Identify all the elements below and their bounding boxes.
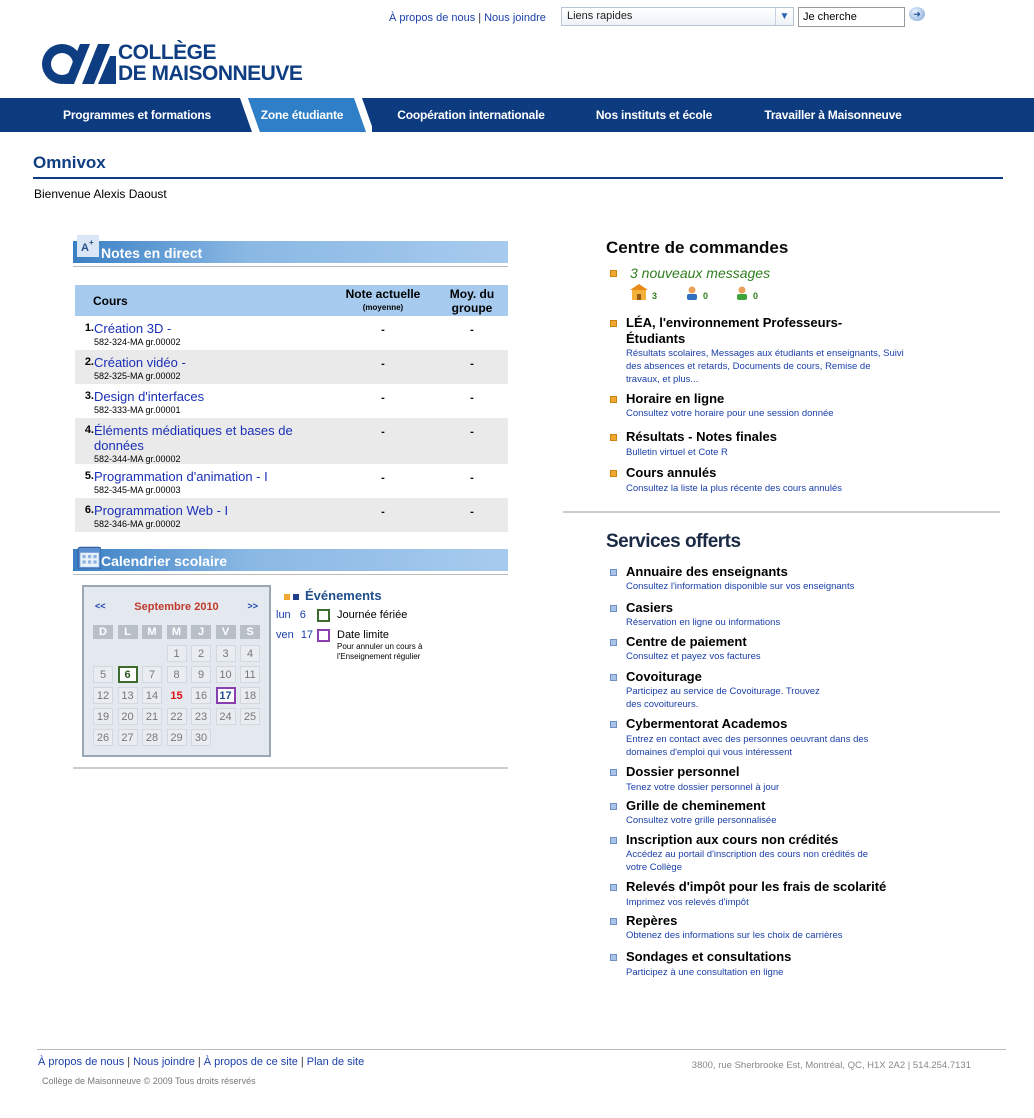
notes-icon [77, 235, 99, 257]
course-code: 582-345-MA gr.00003 [94, 485, 181, 495]
calendar-day[interactable]: 26 [93, 729, 113, 746]
service-reperes-link[interactable]: Repères [626, 913, 678, 928]
welcome-text: Bienvenue Alexis Daoust [34, 187, 167, 201]
course-cell [94, 464, 330, 498]
footer-contact-link[interactable]: Nous joindre [133, 1056, 195, 1068]
calendar-day[interactable]: 13 [118, 687, 138, 704]
footer-copyright: Collège de Maisonneuve © 2009 Tous droits réservés [42, 1076, 256, 1086]
events-orange-square-icon [284, 594, 290, 600]
about-link[interactable]: À propos de nous [389, 12, 476, 24]
calendar-day[interactable]: 18 [240, 687, 260, 704]
calendar-section-rule [73, 574, 508, 575]
bullet-icon [610, 569, 617, 576]
note-value: - [330, 498, 436, 532]
calendar-section-title: Calendrier scolaire [101, 553, 228, 569]
row-number: 4. [75, 418, 94, 464]
service-releves-desc: Imprimez vos relevés d'impôt [626, 897, 749, 908]
calendar-day[interactable]: 8 [167, 666, 187, 683]
moy-value: - [436, 498, 508, 532]
nav-cooperation[interactable]: Coopération internationale [397, 108, 545, 122]
col-note-sublabel: (moyenne) [362, 302, 404, 312]
quick-links-value: Liens rapides [567, 10, 633, 22]
calendar-day[interactable]: 22 [167, 708, 187, 725]
event-label: Date limite [337, 629, 389, 641]
footer-links [38, 1056, 364, 1068]
service-covoiturage-link[interactable]: Covoiturage [626, 669, 702, 684]
table-row [75, 316, 508, 350]
note-value: - [381, 472, 385, 484]
table-row [75, 350, 508, 384]
bullet-icon [610, 721, 617, 728]
bullet-icon [610, 884, 617, 891]
calendar-day[interactable]: 16 [191, 687, 211, 704]
service-academos-link[interactable]: Cybermentorat Academos [626, 716, 788, 731]
holiday-legend-box [317, 609, 330, 622]
course-code: 582-324-MA gr.00002 [94, 337, 181, 347]
teacher-count: 0 [703, 291, 709, 301]
service-inscription-link[interactable]: Inscription aux cours non crédités [626, 832, 839, 847]
course-link[interactable]: Création 3D - [94, 321, 172, 336]
col-moy-header: Moy. du groupe [436, 285, 508, 316]
college-logo[interactable] [40, 42, 310, 86]
service-dossier-link[interactable]: Dossier personnel [626, 764, 740, 779]
cours-annules-link[interactable]: Cours annulés [626, 465, 717, 480]
service-paiement-desc: Consultez et payez vos factures [626, 651, 761, 662]
bullet-icon [610, 605, 617, 612]
calendar-day[interactable]: 15 [170, 690, 183, 702]
bullet-icon [610, 769, 617, 776]
service-dossier-desc: Tenez votre dossier personnel à jour [626, 782, 780, 793]
event-date: 6 [299, 609, 306, 621]
quick-links-select[interactable] [561, 7, 794, 26]
left-bottom-rule [73, 767, 508, 769]
notes-section-title: Notes en direct [101, 245, 203, 261]
service-academos-desc: Entrez en contact avec des personnes oeuvrant dans des domaines d'emploi qui vous intéressent [626, 734, 869, 758]
service-casiers-desc: Réservation en ligne ou informations [626, 617, 781, 628]
footer-sitemap-link[interactable]: Plan de site [306, 1056, 365, 1068]
calendar-day[interactable]: 30 [191, 729, 211, 746]
footer-divider [37, 1049, 1006, 1050]
event-date: 17 [300, 629, 314, 641]
bullet-icon [610, 396, 617, 403]
course-cell [94, 316, 330, 350]
note-value: - [381, 392, 385, 404]
calendar-day[interactable]: 29 [167, 729, 187, 746]
course-cell [94, 418, 330, 464]
title-divider [33, 177, 1003, 179]
moy-value: - [436, 418, 508, 464]
event-day [276, 629, 313, 641]
main-nav [0, 98, 1034, 132]
resultats-link[interactable]: Résultats - Notes finales [626, 429, 777, 444]
horaire-desc: Consultez votre horaire pour une session donnée [626, 408, 834, 419]
calendar-day[interactable]: 12 [93, 687, 113, 704]
calendar-prev-button[interactable]: << [95, 601, 106, 611]
row-number: 3. [84, 390, 94, 402]
top-links [389, 12, 546, 24]
grades-header-row [75, 285, 508, 316]
separator: | [478, 12, 482, 24]
service-paiement-link[interactable]: Centre de paiement [626, 634, 747, 649]
course-link[interactable]: Programmation Web - I [94, 503, 229, 518]
logo-line-1: COLLÈGE [118, 41, 217, 64]
calendar-day[interactable]: 23 [191, 708, 211, 725]
calendar-weekday-header: L [118, 625, 138, 639]
grades-table [75, 285, 508, 532]
bullet-icon [610, 837, 617, 844]
calendar-icon [77, 543, 101, 569]
event-label: Journée fériée [337, 609, 408, 621]
school-icon[interactable] [630, 284, 648, 300]
search-input[interactable] [798, 7, 905, 27]
col-course-header: Cours [75, 285, 330, 316]
table-row [75, 464, 508, 498]
lea-link[interactable]: LÉA, l'environnement Professeurs-Étudiants [626, 315, 843, 346]
resultats-desc: Bulletin virtuel et Cote R [626, 447, 728, 458]
event-weekday: ven [276, 629, 294, 641]
events-title [284, 588, 382, 603]
service-casiers-link[interactable]: Casiers [626, 600, 673, 615]
lea-desc: Résultats scolaires, Messages aux étudiants et enseignants, Suivi des absences et retards, Documents de cours, Remise de travaux, et plus... [626, 348, 904, 385]
student-icon[interactable] [735, 286, 749, 300]
calendar-day[interactable]: 24 [216, 708, 236, 725]
row-number: 2. [75, 350, 94, 384]
chevron-down-icon[interactable]: ▼ [775, 8, 793, 25]
course-code: 582-344-MA gr.00002 [94, 454, 181, 464]
course-code: 582-325-MA gr.00002 [94, 371, 181, 381]
col-note-label: Note actuelle [345, 286, 421, 301]
service-releves-link[interactable]: Relevés d'impôt pour les frais de scolarité [626, 879, 887, 894]
calendar-day[interactable]: 19 [93, 708, 113, 725]
calendar-weekday-header: S [240, 625, 260, 639]
calendar-day[interactable]: 21 [142, 708, 162, 725]
calendar-day[interactable]: 28 [142, 729, 162, 746]
calendar-day[interactable]: 9 [191, 666, 211, 683]
bullet-icon [610, 954, 617, 961]
service-annuaire-desc: Consultez l'information disponible sur vos enseignants [626, 581, 855, 592]
nav-instituts[interactable]: Nos instituts et école [595, 108, 713, 122]
calendar-day[interactable]: 27 [118, 729, 138, 746]
calendar-day[interactable]: 5 [93, 666, 113, 683]
commands-divider [563, 511, 1000, 513]
calendar-section-header [73, 549, 508, 571]
logo-line-2: DE MAISONNEUVE [118, 62, 303, 85]
table-row [75, 498, 508, 532]
events-title-text: Événements [305, 588, 382, 603]
student-count: 0 [753, 291, 759, 301]
course-code: 582-333-MA gr.00001 [94, 405, 181, 415]
search-go-icon[interactable]: ➜ [909, 7, 925, 21]
school-count: 3 [652, 291, 658, 301]
service-sondages-link[interactable]: Sondages et consultations [626, 949, 792, 964]
bullet-icon [610, 674, 617, 681]
service-grille-link[interactable]: Grille de cheminement [626, 798, 766, 813]
service-covoiturage-desc: Participez au service de Covoiturage. Trouvez des covoitureurs. [626, 686, 820, 710]
deadline-legend-box [317, 629, 330, 642]
calendar-day[interactable]: 14 [142, 687, 162, 704]
bullet-icon [610, 918, 617, 925]
calendar-day[interactable]: 7 [142, 666, 162, 683]
row-number: 6. [75, 498, 94, 532]
course-cell [94, 384, 330, 418]
course-link[interactable]: Éléments médiatiques et bases de données [94, 423, 293, 453]
service-reperes-desc: Obtenez des informations sur les choix de carrières [626, 930, 843, 941]
note-value: - [330, 350, 436, 384]
teacher-icon[interactable] [685, 286, 699, 300]
course-code: 582-346-MA gr.00002 [94, 519, 181, 529]
note-value: - [330, 418, 436, 464]
service-grille-desc: Consultez votre grille personnalisée [626, 815, 777, 826]
calendar-weekday-header: D [93, 625, 113, 639]
footer-about-site-link[interactable]: À propos de ce site [203, 1056, 298, 1068]
course-link[interactable]: Design d'interfaces [94, 389, 205, 404]
calendar-weekday-header: J [191, 625, 211, 639]
notes-section-header [73, 238, 508, 263]
course-link[interactable]: Programmation d'animation - I [94, 469, 268, 484]
calendar-weekday-header: V [216, 625, 236, 639]
calendar-day[interactable]: 6 [118, 666, 138, 683]
event-detail: Pour annuler un cours à l'Enseignement régulier [337, 642, 423, 661]
event-day [276, 609, 306, 621]
bullet-icon [610, 803, 617, 810]
course-cell [94, 350, 330, 384]
calendar-next-button[interactable]: >> [247, 601, 258, 611]
row-number: 5. [84, 470, 94, 482]
events-blue-square-icon [293, 594, 299, 600]
services-title: Services offerts [606, 531, 741, 552]
calendar-weekday-header: M [142, 625, 162, 639]
bullet-icon [610, 270, 617, 277]
moy-value: - [470, 472, 474, 484]
svg-text:+: + [89, 238, 94, 247]
nav-programmes[interactable]: Programmes et formations [63, 108, 211, 122]
logo-text [118, 42, 302, 84]
table-row [75, 418, 508, 464]
footer-address: 3800, rue Sherbrooke Est, Montréal, QC, H1X 2A2 | 514.254.7131 [691, 1060, 971, 1071]
contact-link[interactable]: Nous joindre [484, 12, 546, 24]
calendar-day[interactable]: 4 [240, 645, 260, 662]
separator: | [300, 1056, 304, 1068]
service-sondages-desc: Participez à une consultation en ligne [626, 967, 784, 978]
calendar-day[interactable]: 10 [216, 666, 236, 683]
svg-text:A: A [81, 242, 89, 254]
calendar-day[interactable]: 25 [240, 708, 260, 725]
service-inscription-desc: Accédez au portail d'inscription des cours non crédités de votre Collège [626, 849, 869, 873]
course-cell [94, 498, 330, 532]
course-link[interactable]: Création vidéo - [94, 355, 186, 370]
bullet-icon [610, 434, 617, 441]
page-title: Omnivox [33, 153, 106, 172]
calendar-day[interactable]: 20 [118, 708, 138, 725]
service-annuaire-link[interactable]: Annuaire des enseignants [626, 564, 788, 579]
bullet-icon [610, 320, 617, 327]
calendar-day[interactable]: 2 [191, 645, 211, 662]
calendar-widget [82, 585, 271, 757]
calendar-weekday-header: M [167, 625, 187, 639]
nav-zone-etudiante[interactable]: Zone étudiante [260, 108, 344, 122]
moy-value: - [436, 350, 508, 384]
horaire-link[interactable]: Horaire en ligne [626, 391, 725, 406]
calendar-day[interactable]: 1 [167, 645, 187, 662]
moy-value: - [470, 324, 474, 336]
nav-travailler[interactable]: Travailler à Maisonneuve [764, 108, 902, 122]
cours-annules-desc: Consultez la liste la plus récente des cours annulés [626, 483, 842, 494]
col-note-header [330, 285, 436, 316]
table-row [75, 384, 508, 418]
calendar-month: Septembre 2010 [134, 601, 219, 613]
bullet-icon [610, 470, 617, 477]
footer-about-link[interactable]: À propos de nous [38, 1056, 125, 1068]
calendar-day[interactable]: 17 [216, 687, 236, 704]
row-number: 1. [84, 322, 94, 334]
calendar-day[interactable]: 11 [240, 666, 260, 683]
bullet-icon [610, 639, 617, 646]
moy-value: - [470, 392, 474, 404]
calendar-header [84, 601, 269, 617]
commands-title: Centre de commandes [606, 238, 789, 257]
calendar-day[interactable]: 3 [216, 645, 236, 662]
separator: | [197, 1056, 201, 1068]
new-messages-link[interactable]: 3 nouveaux messages [630, 265, 771, 281]
event-weekday: lun [276, 609, 291, 621]
notes-section-rule [73, 266, 508, 267]
separator: | [127, 1056, 131, 1068]
logo-mark-icon [40, 42, 116, 86]
note-value: - [381, 324, 385, 336]
